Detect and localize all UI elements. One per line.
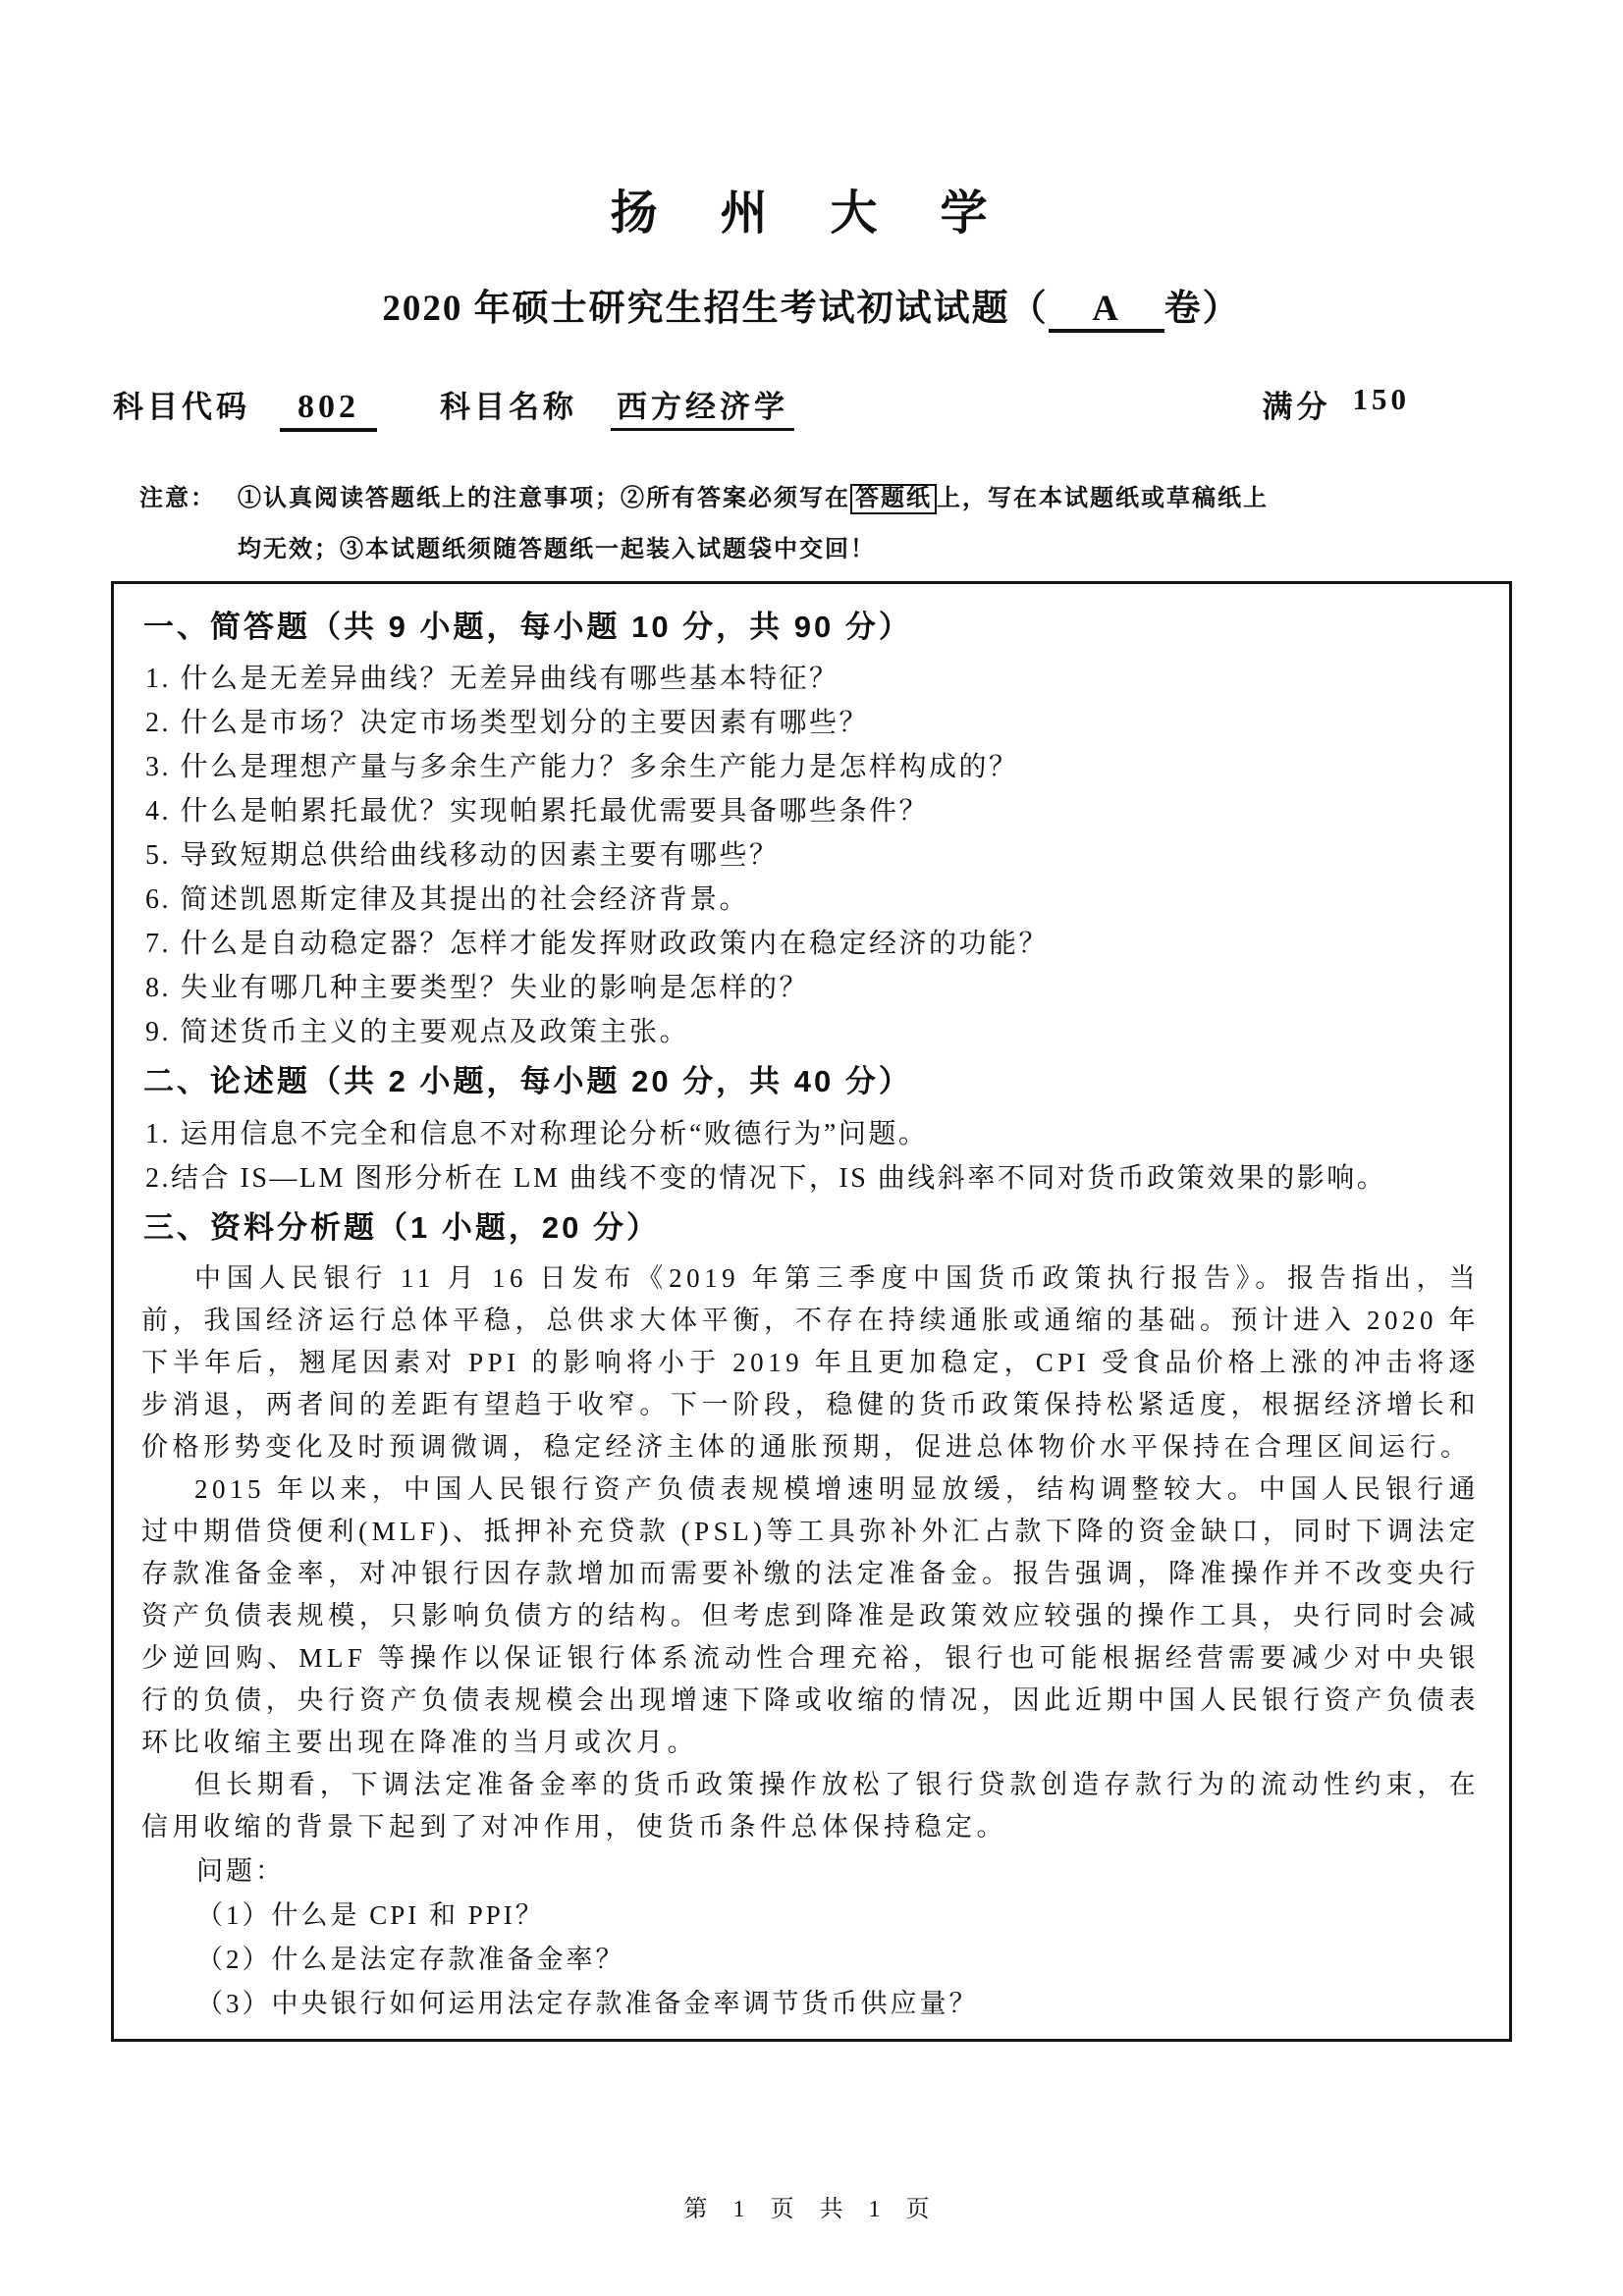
full-score-value: 150 <box>1352 382 1410 417</box>
subject-info-row <box>113 382 1512 432</box>
subject-code-label: 科目代码 <box>113 390 250 425</box>
subject-name-label: 科目名称 <box>440 390 577 425</box>
sub-questions-label: 问题： <box>196 1855 285 1886</box>
exam-title-prefix: 2020 年硕士研究生招生考试初试试题（ <box>382 289 1049 330</box>
notice-body <box>238 473 1269 575</box>
section-3-heading: 三、资料分析题（1 小题，20 分） <box>143 1209 660 1245</box>
passage-paragraph: 中国人民银行 11 月 16 日发布《2019 年第三季度中国货币政策执行报告》。报告指出，当前，我国经济运行总体平稳，总供求大体平衡，不存在持续通胀或通缩的基础。预计进入 2020 年下半年后，翘尾因素对 PPI 的影响将小于 2019 年且更加稳定，CPI 受食品价格上涨的冲击将逐步消退，两者间的差距有望趋于收窄。下一阶段，稳健的货币政策保持松紧适度，根据经济增长和价格形势变化及时预调微调，稳定经济主体的通胀预期，促进总体物价水平保持在合理区间运行。 <box>141 1262 1480 1462</box>
question-item: 3. 什么是理想产量与多余生产能力？多余生产能力是怎样构成的？ <box>145 752 1019 783</box>
notice-line-2: 均无效；③本试题纸须随答题纸一起装入试题袋中交回！ <box>238 537 876 563</box>
question-item: 1. 什么是无差异曲线？无差异曲线有哪些基本特征？ <box>145 664 839 695</box>
question-item: 9. 简述货币主义的主要观点及政策主张。 <box>145 1017 690 1048</box>
section-1-heading: 一、简答题（共 9 小题，每小题 10 分，共 90 分） <box>143 610 912 645</box>
exam-title <box>0 278 1623 333</box>
section-2-heading: 二、论述题（共 2 小题，每小题 20 分，共 40 分） <box>143 1064 912 1099</box>
notice-line1-part1: ①认真阅读答题纸上的注意事项；②所有答案必须写在 <box>238 486 850 512</box>
question-item: 5. 导致短期总供给曲线移动的因素主要有哪些？ <box>145 840 780 872</box>
notice-line-1 <box>238 473 1269 524</box>
full-score <box>1263 382 1411 426</box>
exam-title-suffix: 卷） <box>1163 289 1241 330</box>
question-area-box <box>111 581 1512 2042</box>
notice-label: 注意： <box>139 486 216 512</box>
question-item: 8. 失业有哪几种主要类型？失业的影响是怎样的？ <box>145 973 810 1004</box>
page-footer: 第 1 页 共 1 页 <box>683 2197 940 2223</box>
subject-name-value: 西方经济学 <box>611 382 794 431</box>
question-item: 2. 什么是市场？决定市场类型划分的主要因素有哪些？ <box>145 708 870 739</box>
question-item: 2.结合 IS—LM 图形分析在 LM 曲线不变的情况下，IS 曲线斜率不同对货币政策效果的影响。 <box>145 1162 1387 1194</box>
answer-sheet-boxed-term: 答题纸 <box>850 484 937 514</box>
sub-question-item: （3）中央银行如何运用法定存款准备金率调节货币供应量？ <box>196 1988 979 2018</box>
passage-paragraph: 2015 年以来，中国人民银行资产负债表规模增速明显放缓，结构调整较大。中国人民银行通过中期借贷便利(MLF)、抵押补充贷款 (PSL)等工具弥补外汇占款下降的资金缺口，同时下调法定存款准备金率，对冲银行因存款增加而需要补缴的法定准备金。报告强调，降准操作并不改变央行资产负债表规模，只影响负债方的结构。但考虑到降准是政策效应较强的操作工具，央行同时会减少逆回购、MLF 等操作以保证银行体系流动性合理充裕，银行也可能根据经营需要减少对中央银行的负债，央行资产负债表规模会出现增速下降或收缩的情况，因此近期中国人民银行资产负债表环比收缩主要出现在降准的当月或次月。 <box>141 1473 1480 1757</box>
university-title: 扬 州 大 学 <box>610 187 1013 240</box>
full-score-label: 满分 <box>1262 390 1331 425</box>
paper-letter: A <box>1049 291 1164 333</box>
notice-line1-part2: 上，写在本试题纸或草稿纸上 <box>937 486 1269 512</box>
notice <box>139 473 1564 575</box>
subject-code-value: 802 <box>280 389 377 432</box>
reading-passage <box>141 1257 1480 1848</box>
passage-paragraph: 但长期看，下调法定准备金率的货币政策操作放松了银行贷款创造存款行为的流动性约束，在信用收缩的背景下起到了对冲作用，使货币条件总体保持稳定。 <box>141 1769 1480 1842</box>
sub-question-item: （2）什么是法定存款准备金率？ <box>196 1944 625 1974</box>
question-item: 1. 运用信息不完全和信息不对称理论分析“败德行为”问题。 <box>145 1118 929 1149</box>
question-item: 7. 什么是自动稳定器？怎样才能发挥财政政策内在稳定经济的功能？ <box>145 929 1050 960</box>
sub-question-item: （1）什么是 CPI 和 PPI？ <box>196 1899 545 1930</box>
question-item: 4. 什么是帕累托最优？实现帕累托最优需要具备哪些条件？ <box>145 796 930 828</box>
question-item: 6. 简述凯恩斯定律及其提出的社会经济背景。 <box>145 884 750 916</box>
